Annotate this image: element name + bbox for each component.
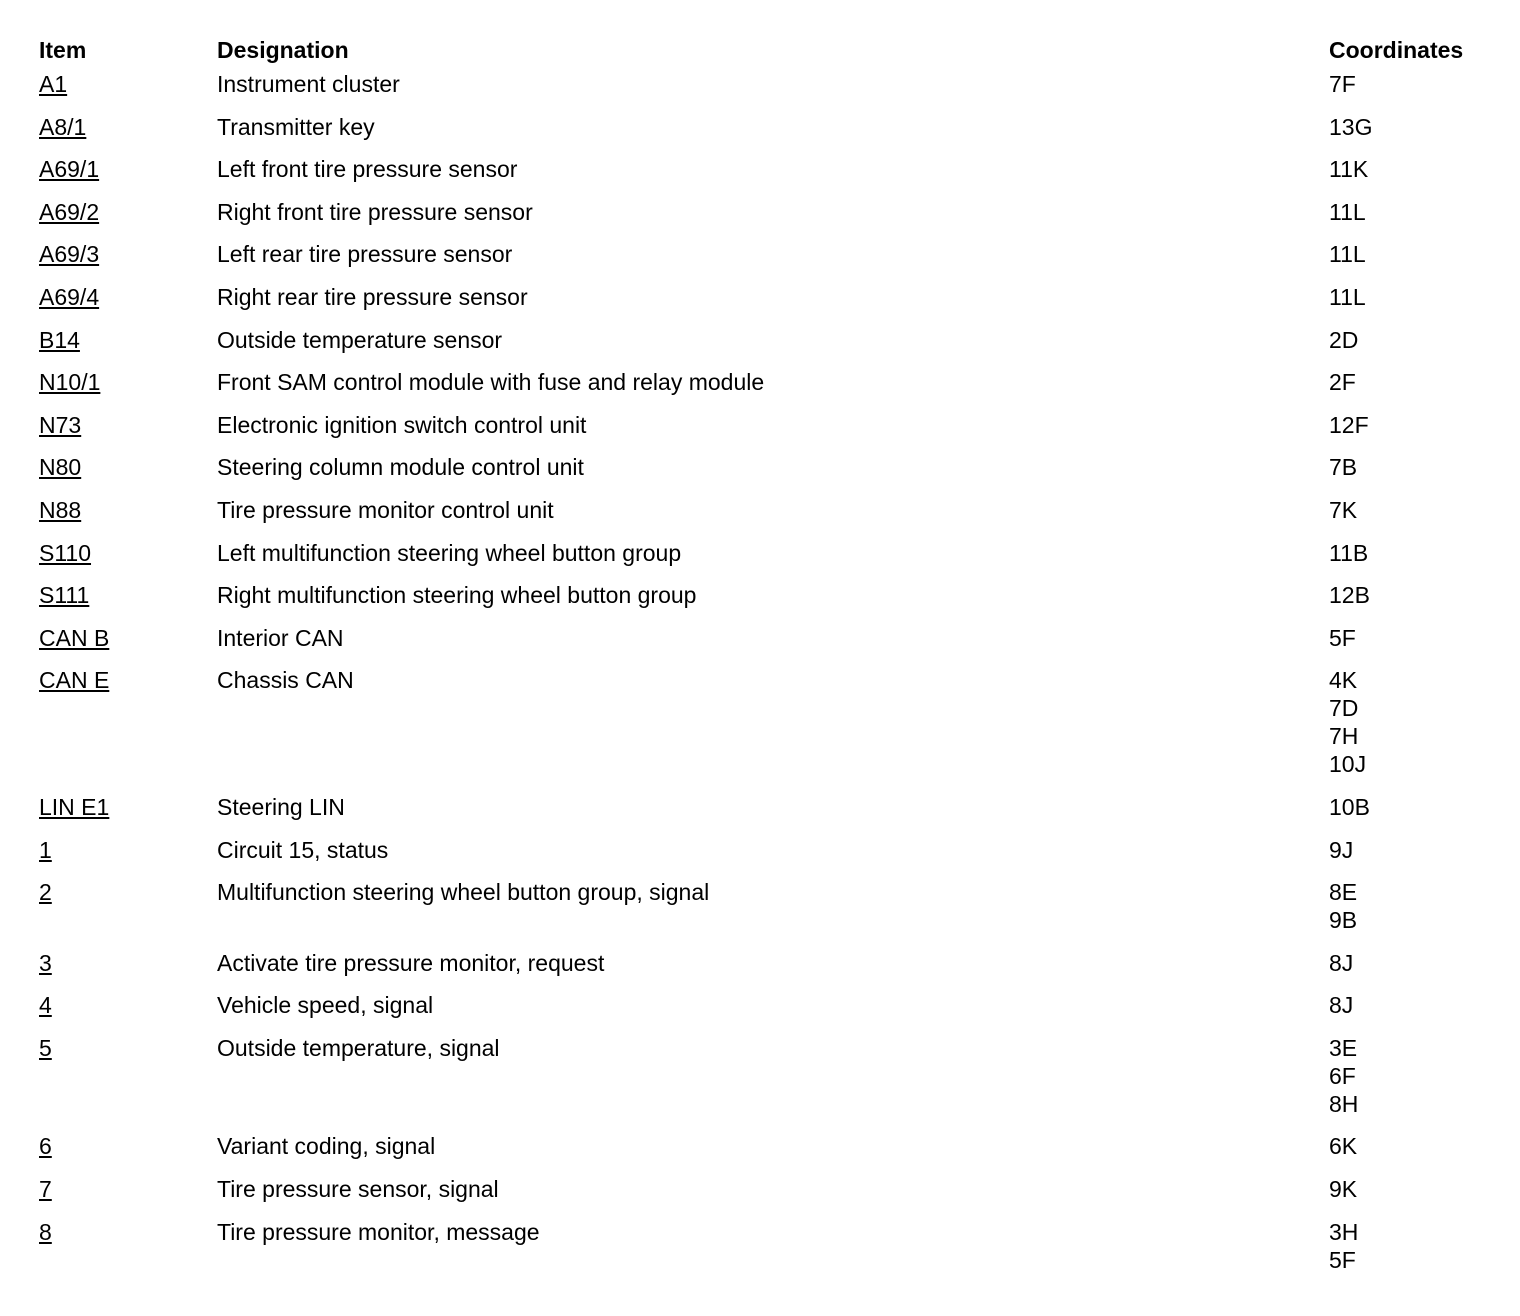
coordinates-cell	[1329, 666, 1499, 778]
item-link[interactable]: A69/1	[39, 156, 100, 183]
item-cell	[39, 113, 217, 141]
coordinates-cell	[1329, 283, 1499, 311]
coordinate-value: 11L	[1329, 283, 1366, 310]
item-link[interactable]: 7	[39, 1176, 52, 1203]
table-row	[39, 326, 1499, 369]
item-cell	[39, 581, 217, 609]
coordinate-value: 7H	[1329, 723, 1359, 750]
designation-cell: Tire pressure monitor, message	[217, 1218, 540, 1245]
item-link[interactable]: 1	[39, 836, 52, 863]
table-row	[39, 539, 1499, 582]
item-cell	[39, 1175, 217, 1203]
coordinate-value: 7K	[1329, 496, 1358, 523]
coordinates-cell	[1329, 581, 1499, 609]
table-row	[39, 411, 1499, 454]
coordinates-cell	[1329, 1175, 1499, 1203]
item-link[interactable]: A8/1	[39, 113, 87, 140]
coordinate-value: 12B	[1329, 582, 1370, 609]
designation-cell: Front SAM control module with fuse and relay module	[217, 369, 765, 396]
item-cell	[39, 198, 217, 226]
coordinate-value: 7F	[1329, 71, 1356, 97]
item-cell	[39, 991, 217, 1019]
item-link[interactable]: LIN E1	[39, 793, 110, 820]
coordinates-cell	[1329, 326, 1499, 354]
coordinate-value: 6K	[1329, 1133, 1358, 1160]
coordinate-value: 11L	[1329, 198, 1366, 225]
item-link[interactable]: S111	[39, 582, 90, 609]
coordinates-cell	[1329, 793, 1499, 821]
coordinate-value: 7D	[1329, 695, 1359, 722]
coordinate-value: 5F	[1329, 624, 1356, 651]
item-link[interactable]: CAN E	[39, 667, 110, 694]
coordinates-cell	[1329, 113, 1499, 141]
designation-cell: Steering column module control unit	[217, 454, 584, 481]
table-body	[39, 70, 1499, 1288]
item-cell	[39, 70, 217, 98]
table-row	[39, 453, 1499, 496]
item-link[interactable]: 3	[39, 949, 52, 976]
designation-cell: Right front tire pressure sensor	[217, 198, 533, 225]
table-row	[39, 198, 1499, 241]
coordinates-cell	[1329, 198, 1499, 226]
designation-cell: Tire pressure sensor, signal	[217, 1176, 499, 1203]
item-cell	[39, 326, 217, 354]
designation-cell: Instrument cluster	[217, 71, 400, 97]
coordinates-cell	[1329, 836, 1499, 864]
designation-cell: Right rear tire pressure sensor	[217, 283, 528, 310]
designation-cell: Left rear tire pressure sensor	[217, 241, 513, 268]
table-row	[39, 624, 1499, 667]
item-cell	[39, 666, 217, 694]
coordinate-value: 8E	[1329, 879, 1358, 906]
designation-cell: Vehicle speed, signal	[217, 992, 434, 1019]
coordinates-cell	[1329, 155, 1499, 183]
coordinates-cell	[1329, 991, 1499, 1019]
coordinate-value: 13G	[1329, 113, 1373, 140]
coordinate-value: 8J	[1329, 992, 1354, 1019]
item-cell	[39, 240, 217, 268]
table-row	[39, 581, 1499, 624]
coordinate-value: 4K	[1329, 667, 1358, 694]
coordinate-value: 7B	[1329, 454, 1358, 481]
item-link[interactable]: 6	[39, 1133, 52, 1160]
table-row	[39, 1175, 1499, 1218]
item-cell	[39, 496, 217, 524]
table-row	[39, 496, 1499, 539]
table-header	[39, 30, 1499, 70]
header-item: Item	[39, 36, 87, 63]
table-row	[39, 1218, 1499, 1289]
coordinates-cell	[1329, 1034, 1499, 1118]
designation-cell: Electronic ignition switch control unit	[217, 411, 587, 438]
item-link[interactable]: 8	[39, 1218, 52, 1245]
coordinate-value: 9J	[1329, 836, 1354, 863]
designation-cell: Right multifunction steering wheel button group	[217, 582, 697, 609]
header-coordinates: Coordinates	[1329, 36, 1464, 63]
coordinates-cell	[1329, 240, 1499, 268]
item-link[interactable]: A1	[39, 71, 68, 97]
table-row	[39, 836, 1499, 879]
coordinates-cell	[1329, 70, 1499, 98]
item-link[interactable]: N80	[39, 454, 82, 481]
item-link[interactable]: 5	[39, 1034, 52, 1061]
item-cell	[39, 453, 217, 481]
coordinate-value: 10B	[1329, 793, 1370, 820]
coordinates-cell	[1329, 453, 1499, 481]
item-link[interactable]: S110	[39, 539, 92, 566]
table-row	[39, 1132, 1499, 1175]
table-row	[39, 113, 1499, 156]
coordinates-cell	[1329, 539, 1499, 567]
legend-table	[39, 30, 1499, 1288]
coordinate-value: 9K	[1329, 1176, 1358, 1203]
coordinates-cell	[1329, 1218, 1499, 1274]
coordinate-value: 3H	[1329, 1218, 1359, 1245]
designation-cell: Left front tire pressure sensor	[217, 156, 518, 183]
item-link[interactable]: A69/2	[39, 198, 100, 225]
item-cell	[39, 1132, 217, 1160]
item-link[interactable]: N10/1	[39, 369, 101, 396]
item-link[interactable]: N73	[39, 411, 82, 438]
item-cell	[39, 368, 217, 396]
item-link[interactable]: N88	[39, 496, 82, 523]
table-row	[39, 240, 1499, 283]
designation-cell: Outside temperature sensor	[217, 326, 503, 353]
table-row	[39, 878, 1499, 949]
designation-cell: Variant coding, signal	[217, 1133, 436, 1160]
designation-cell: Multifunction steering wheel button group, signal	[217, 879, 710, 906]
coordinate-value: 8J	[1329, 949, 1354, 976]
item-cell	[39, 836, 217, 864]
table-row	[39, 283, 1499, 326]
item-link[interactable]: B14	[39, 326, 80, 353]
coordinates-cell	[1329, 368, 1499, 396]
coordinate-value: 8H	[1329, 1090, 1359, 1117]
table-row	[39, 666, 1499, 793]
designation-cell: Steering LIN	[217, 793, 345, 820]
table-row	[39, 368, 1499, 411]
designation-cell: Left multifunction steering wheel button group	[217, 539, 682, 566]
coordinate-value: 2D	[1329, 326, 1359, 353]
designation-cell: Tire pressure monitor control unit	[217, 496, 554, 523]
coordinate-value: 11B	[1329, 539, 1369, 566]
coordinate-value: 10J	[1329, 751, 1367, 778]
item-link[interactable]: 4	[39, 992, 52, 1019]
designation-cell: Circuit 15, status	[217, 836, 389, 863]
item-cell	[39, 539, 217, 567]
designation-cell: Interior CAN	[217, 624, 344, 651]
coordinate-value: 9B	[1329, 907, 1358, 934]
designation-cell: Chassis CAN	[217, 667, 354, 694]
table-row	[39, 70, 1499, 113]
coordinates-cell	[1329, 949, 1499, 977]
coordinate-value: 3E	[1329, 1034, 1358, 1061]
header-designation: Designation	[217, 36, 349, 63]
item-cell	[39, 411, 217, 439]
item-cell	[39, 793, 217, 821]
table-row	[39, 949, 1499, 992]
table-row	[39, 155, 1499, 198]
table-row	[39, 793, 1499, 836]
item-link[interactable]: CAN B	[39, 624, 110, 651]
coordinate-value: 5F	[1329, 1246, 1356, 1273]
designation-cell: Transmitter key	[217, 113, 375, 140]
item-link[interactable]: A69/4	[39, 283, 100, 310]
coordinates-cell	[1329, 624, 1499, 652]
item-link[interactable]: A69/3	[39, 241, 100, 268]
item-cell	[39, 155, 217, 183]
coordinates-cell	[1329, 878, 1499, 934]
coordinate-value: 11L	[1329, 241, 1366, 268]
designation-cell: Activate tire pressure monitor, request	[217, 949, 605, 976]
coordinate-value: 11K	[1329, 156, 1369, 183]
coordinate-value: 12F	[1329, 411, 1369, 438]
coordinates-cell	[1329, 496, 1499, 524]
item-cell	[39, 283, 217, 311]
designation-cell: Outside temperature, signal	[217, 1034, 500, 1061]
item-cell	[39, 624, 217, 652]
item-cell	[39, 1034, 217, 1062]
item-link[interactable]: 2	[39, 879, 52, 906]
coordinates-cell	[1329, 411, 1499, 439]
coordinates-cell	[1329, 1132, 1499, 1160]
item-cell	[39, 1218, 217, 1246]
table-row	[39, 1034, 1499, 1133]
coordinate-value: 6F	[1329, 1062, 1356, 1089]
item-cell	[39, 878, 217, 906]
item-cell	[39, 949, 217, 977]
coordinate-value: 2F	[1329, 369, 1356, 396]
table-row	[39, 991, 1499, 1034]
